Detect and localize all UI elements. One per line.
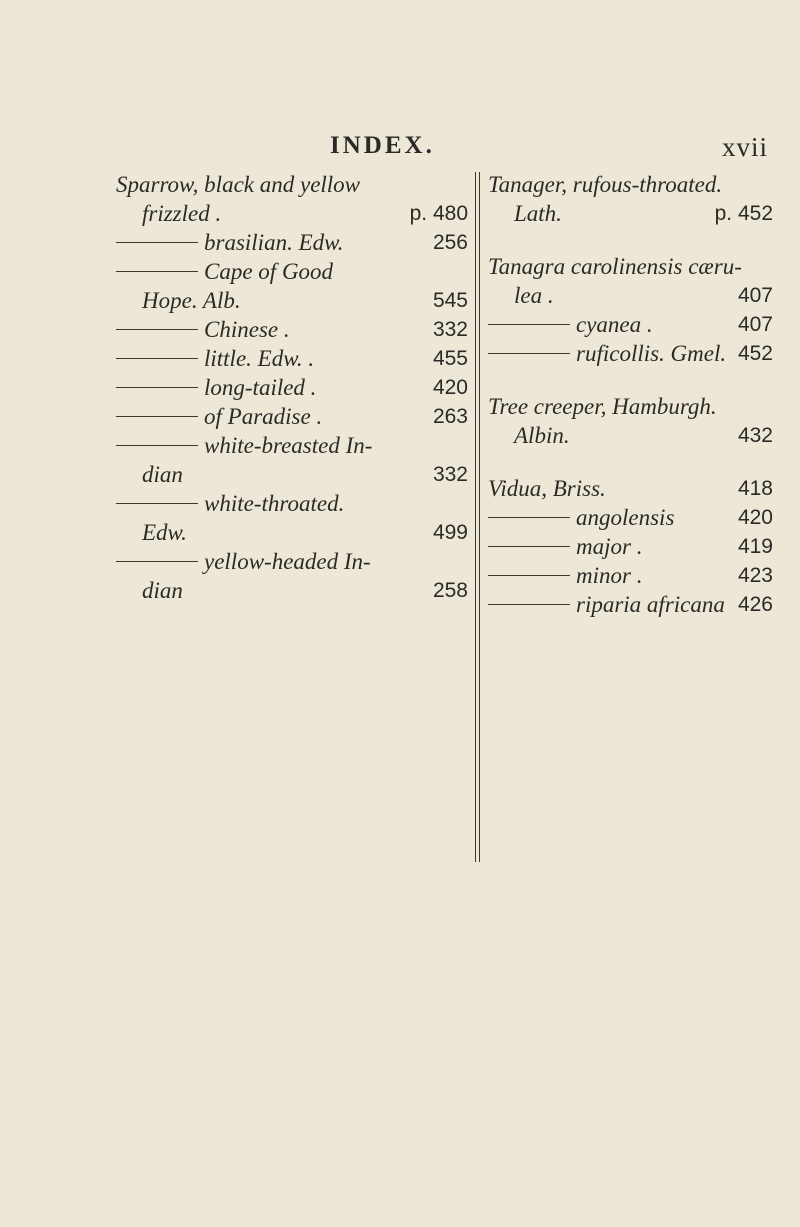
index-entry	[116, 547, 468, 605]
entry-label: Edw.	[142, 520, 187, 545]
entry-spacer	[488, 228, 773, 252]
index-line	[116, 257, 468, 286]
entry-text	[514, 199, 562, 228]
index-line	[116, 170, 468, 199]
index-entry	[488, 252, 773, 310]
page-reference: 332	[432, 463, 468, 486]
index-line	[116, 373, 468, 402]
page-reference: 332	[432, 318, 468, 341]
entry-text	[488, 561, 642, 590]
page-reference: 499	[432, 521, 468, 544]
entry-text	[142, 199, 221, 228]
running-head	[0, 132, 800, 162]
entry-text	[116, 257, 333, 286]
index-line	[488, 281, 773, 310]
entry-label: riparia africana	[576, 592, 725, 617]
index-line	[488, 392, 773, 421]
index-line	[488, 561, 773, 590]
entry-label: cyanea .	[576, 312, 653, 337]
index-line	[488, 170, 773, 199]
entry-label: major .	[576, 534, 643, 559]
entry-text	[116, 228, 344, 257]
entry-label: ruficollis. Gmel.	[576, 341, 727, 366]
entry-text	[116, 547, 371, 576]
page-reference: 407	[737, 284, 773, 307]
index-line	[116, 344, 468, 373]
entry-text	[488, 170, 722, 199]
index-line	[116, 431, 468, 460]
page-reference: 455	[432, 347, 468, 370]
ditto-dash	[488, 517, 570, 518]
entry-text	[488, 392, 717, 421]
entry-text	[116, 344, 314, 373]
index-entry	[116, 344, 468, 373]
ditto-dash	[116, 242, 198, 243]
page-reference: p. 480	[409, 202, 468, 225]
index-entry	[116, 431, 468, 489]
entry-label: Lath.	[514, 201, 562, 226]
entry-text	[116, 373, 316, 402]
ditto-dash	[116, 387, 198, 388]
ditto-dash	[488, 575, 570, 576]
index-line	[116, 402, 468, 431]
entry-text	[514, 421, 570, 450]
index-line	[116, 286, 468, 315]
entry-label: brasilian. Edw.	[204, 230, 344, 255]
entry-text	[116, 170, 360, 199]
index-entry	[488, 532, 773, 561]
entry-label: Sparrow, black and yellow	[116, 172, 361, 197]
index-entry	[488, 339, 773, 368]
index-line	[116, 199, 468, 228]
page-reference: 545	[432, 289, 468, 312]
entry-text	[116, 489, 344, 518]
ditto-dash	[116, 416, 198, 417]
page-reference: 420	[432, 376, 468, 399]
entry-label: Albin.	[514, 423, 570, 448]
page-title: INDEX.	[330, 132, 435, 159]
ditto-dash	[116, 358, 198, 359]
index-line	[116, 228, 468, 257]
entry-text	[488, 474, 606, 503]
page-reference: 263	[432, 405, 468, 428]
index-entry	[116, 489, 468, 547]
entry-label: lea .	[514, 283, 554, 308]
entry-label: Cape of Good	[204, 259, 334, 284]
index-line	[116, 460, 468, 489]
entry-text	[142, 460, 183, 489]
ditto-dash	[488, 353, 570, 354]
entry-label: white-breasted In-	[204, 433, 373, 458]
entry-text	[514, 281, 554, 310]
index-entry	[116, 228, 468, 257]
entry-text	[116, 402, 322, 431]
page-reference: 426	[737, 593, 773, 616]
index-line	[116, 315, 468, 344]
index-entry	[116, 402, 468, 431]
index-line	[116, 547, 468, 576]
entry-text	[116, 431, 372, 460]
entry-label: Chinese .	[204, 317, 290, 342]
index-line	[488, 310, 773, 339]
index-line	[488, 199, 773, 228]
index-entry	[488, 561, 773, 590]
index-entry	[116, 373, 468, 402]
left-index-column	[116, 170, 468, 605]
entry-label: yellow-headed In-	[204, 549, 371, 574]
index-line	[116, 489, 468, 518]
index-entry	[488, 590, 773, 619]
index-line	[488, 590, 773, 619]
entry-spacer	[488, 368, 773, 392]
index-entry	[488, 392, 773, 450]
index-line	[488, 474, 773, 503]
page-reference: 418	[737, 477, 773, 500]
index-entry	[116, 257, 468, 315]
entry-text	[488, 503, 674, 532]
entry-label: minor .	[576, 563, 643, 588]
index-line	[488, 421, 773, 450]
ditto-dash	[116, 561, 198, 562]
entry-label: Tree creeper, Hamburgh.	[488, 394, 717, 419]
index-entry	[116, 170, 468, 228]
entry-label: Hope. Alb.	[142, 288, 241, 313]
entry-label: of Paradise .	[204, 404, 323, 429]
index-entry	[488, 503, 773, 532]
page-reference: 256	[432, 231, 468, 254]
entry-text	[488, 532, 642, 561]
ditto-dash	[116, 445, 198, 446]
index-entry	[488, 170, 773, 228]
entry-text	[488, 252, 742, 281]
entry-label: dian	[142, 578, 183, 603]
index-line	[488, 252, 773, 281]
index-entry	[488, 474, 773, 503]
entry-label: frizzled .	[142, 201, 222, 226]
index-line	[488, 503, 773, 532]
page-reference: 258	[432, 579, 468, 602]
page-reference: 407	[737, 313, 773, 336]
page-reference: 423	[737, 564, 773, 587]
entry-text	[116, 315, 290, 344]
page-reference: 432	[737, 424, 773, 447]
entry-text	[142, 286, 241, 315]
page-reference: p. 452	[714, 202, 773, 225]
page-reference: 420	[737, 506, 773, 529]
index-line	[488, 339, 773, 368]
ditto-dash	[488, 324, 570, 325]
page-folio: xvii	[722, 132, 769, 162]
entry-label: Tanagra carolinensis cæru-	[488, 254, 742, 279]
entry-label: Vidua, Briss.	[488, 476, 606, 501]
page-reference: 452	[737, 342, 773, 365]
entry-text	[488, 310, 653, 339]
entry-label: angolensis	[576, 505, 675, 530]
entry-label: white-throated.	[204, 491, 345, 516]
entry-text	[142, 576, 183, 605]
entry-label: long-tailed .	[204, 375, 317, 400]
entry-label: Tanager, rufous-throated.	[488, 172, 723, 197]
index-line	[488, 532, 773, 561]
ditto-dash	[116, 271, 198, 272]
entry-text	[142, 518, 187, 547]
ditto-dash	[116, 503, 198, 504]
right-index-column	[488, 170, 773, 619]
entry-text	[488, 339, 726, 368]
entry-label: dian	[142, 462, 183, 487]
ditto-dash	[488, 546, 570, 547]
entry-label: little. Edw. .	[204, 346, 315, 371]
index-line	[116, 576, 468, 605]
entry-text	[488, 590, 725, 619]
page-reference: 419	[737, 535, 773, 558]
index-entry	[488, 310, 773, 339]
column-rule	[475, 172, 476, 862]
ditto-dash	[116, 329, 198, 330]
index-entry	[116, 315, 468, 344]
entry-spacer	[488, 450, 773, 474]
index-line	[116, 518, 468, 547]
ditto-dash	[488, 604, 570, 605]
column-rule	[479, 172, 480, 862]
